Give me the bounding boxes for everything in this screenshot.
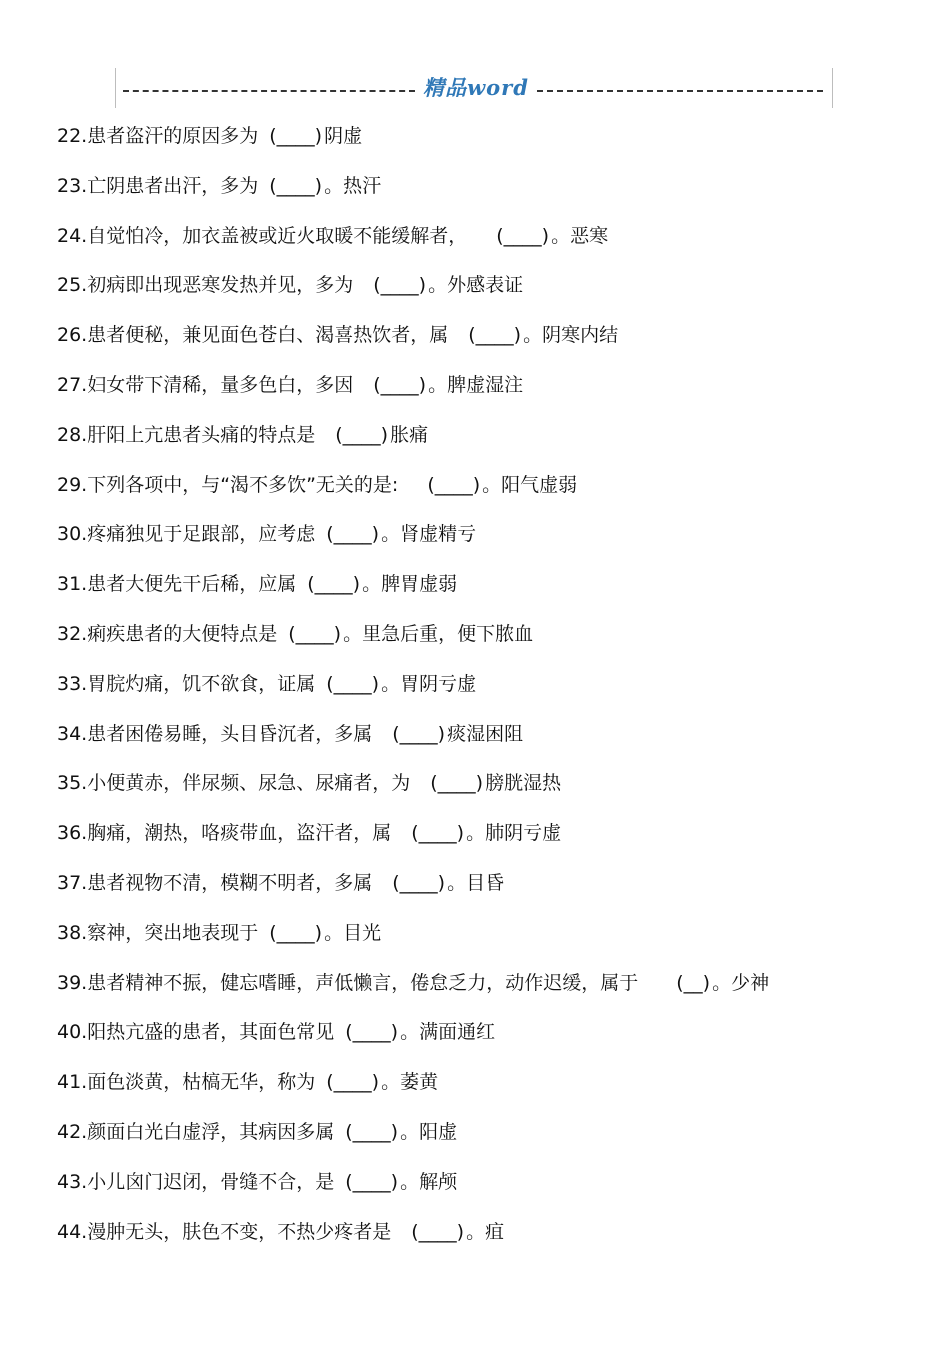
answer-text: 。脾虚湿注 [428, 373, 524, 396]
question-list [57, 118, 917, 1263]
question-number: 41. [57, 1071, 88, 1094]
question-stem: 痢疾患者的大便特点是 [87, 622, 278, 645]
answer-text: 。目光 [324, 921, 382, 944]
answer-blank: (____) [269, 125, 323, 147]
question-stem: 颜面白光白虚浮，其病因多属 [87, 1120, 335, 1143]
answer-blank: (____) [326, 672, 380, 695]
question-stem: 下列各项中，与“渴不多饮”无关的是: [87, 473, 399, 496]
question-number: 36. [57, 822, 88, 845]
question-stem: 疼痛独见于足跟部，应考虑 [87, 523, 316, 546]
answer-text: 。里急后重，便下脓血 [343, 622, 534, 645]
question-item [57, 666, 917, 716]
question-item [57, 716, 917, 766]
question-stem: 亡阴患者出汗，多为 [87, 174, 259, 197]
question-number: 23. [57, 174, 88, 197]
answer-blank: (____) [269, 921, 323, 944]
question-number: 28. [57, 423, 88, 446]
answer-text: 。解颅 [400, 1170, 458, 1193]
question-stem: 患者精神不振，健忘嗜睡，声低懒言，倦怠乏力，动作迟缓，属于 [87, 971, 639, 994]
question-number: 44. [57, 1220, 88, 1243]
question-item [57, 168, 917, 218]
question-stem: 小儿囟门迟闭，骨缝不合，是 [87, 1170, 335, 1193]
question-stem: 患者大便先干后稀，应属 [87, 573, 297, 596]
question-number: 31. [57, 573, 88, 596]
header-left-rule [115, 68, 116, 108]
question-item [57, 765, 917, 815]
question-stem: 自觉怕冷，加衣盖被或近火取暖不能缓解者， [87, 224, 468, 247]
question-number: 32. [57, 622, 88, 645]
header-right-rule [832, 68, 833, 108]
question-item [57, 865, 917, 915]
answer-blank: (____) [345, 1120, 399, 1143]
question-item [57, 417, 917, 467]
header-dashed-line-right [537, 90, 823, 92]
question-number: 30. [57, 523, 88, 546]
answer-blank: (____) [307, 573, 361, 596]
answer-blank: (____) [326, 1071, 380, 1094]
question-item [57, 1114, 917, 1164]
answer-blank: (____) [392, 871, 446, 894]
answer-blank: (____) [269, 174, 323, 197]
question-number: 38. [57, 921, 88, 944]
answer-blank: (____) [345, 1170, 399, 1193]
answer-blank: (____) [411, 1220, 465, 1243]
question-item [57, 1014, 917, 1064]
answer-text: 。热汗 [324, 174, 382, 197]
question-stem: 患者视物不清，模糊不明者，多属 [87, 871, 373, 894]
question-stem: 肝阳上亢患者头痛的特点是 [87, 423, 316, 446]
answer-text: 。肾虚精亏 [381, 523, 477, 546]
answer-text: 胀痛 [390, 423, 429, 446]
question-item [57, 915, 917, 965]
answer-blank: (____) [335, 423, 389, 446]
question-item [57, 566, 917, 616]
answer-blank: (____) [392, 722, 446, 745]
answer-text: 。目昏 [447, 871, 505, 894]
answer-blank: (____) [373, 373, 427, 396]
question-stem: 漫肿无头，肤色不变，不热少疼者是 [87, 1220, 392, 1243]
question-item [57, 218, 917, 268]
question-number: 25. [57, 274, 88, 297]
question-number: 40. [57, 1021, 88, 1044]
answer-text: 痰湿困阻 [447, 722, 524, 745]
answer-text: 。萎黄 [381, 1071, 439, 1094]
answer-blank: (____) [373, 274, 427, 297]
question-item [57, 467, 917, 517]
question-stem: 察神，突出地表现于 [87, 921, 259, 944]
question-item [57, 1214, 917, 1264]
question-number: 27. [57, 373, 88, 396]
answer-blank: (____) [496, 224, 550, 247]
answer-text: 膀胱湿热 [485, 772, 562, 795]
question-item [57, 815, 917, 865]
question-number: 35. [57, 772, 88, 795]
answer-text: 。恶寒 [551, 224, 609, 247]
question-item [57, 367, 917, 417]
header-logo: 精品word [423, 75, 529, 100]
question-number: 43. [57, 1170, 88, 1193]
question-stem: 患者盗汗的原因多为 [87, 125, 259, 147]
answer-text: 。胃阴亏虚 [381, 672, 477, 695]
question-stem: 小便黄赤，伴尿频、尿急、尿痛者，为 [87, 772, 411, 795]
question-number: 39. [57, 971, 88, 994]
question-item [57, 118, 917, 168]
answer-text: 阴虚 [324, 125, 363, 147]
page-header [115, 68, 833, 108]
question-item [57, 317, 917, 367]
question-item [57, 616, 917, 666]
question-stem: 胸痛，潮热，咯痰带血，盗汗者，属 [87, 822, 392, 845]
answer-text: 。少神 [712, 971, 770, 994]
answer-blank: (__) [676, 971, 711, 994]
answer-blank: (____) [345, 1021, 399, 1044]
answer-text: 。阴寒内结 [523, 324, 619, 347]
answer-text: 。疽 [466, 1220, 505, 1243]
answer-text: 。外感表证 [428, 274, 524, 297]
question-stem: 胃脘灼痛，饥不欲食，证属 [87, 672, 316, 695]
question-stem: 阳热亢盛的患者，其面色常见 [87, 1021, 335, 1044]
answer-blank: (____) [411, 822, 465, 845]
answer-blank: (____) [326, 523, 380, 546]
answer-text: 。阳气虚弱 [482, 473, 578, 496]
answer-blank: (____) [427, 473, 481, 496]
question-item [57, 516, 917, 566]
answer-blank: (____) [468, 324, 522, 347]
question-number: 24. [57, 224, 88, 247]
question-number: 33. [57, 672, 88, 695]
question-stem: 患者便秘，兼见面色苍白、渴喜热饮者，属 [87, 324, 449, 347]
answer-text: 。阳虚 [400, 1120, 458, 1143]
answer-blank: (____) [288, 622, 342, 645]
question-item [57, 267, 917, 317]
question-number: 22. [57, 125, 88, 147]
answer-blank: (____) [430, 772, 484, 795]
question-stem: 初病即出现恶寒发热并见，多为 [87, 274, 354, 297]
question-item [57, 1164, 917, 1214]
question-stem: 面色淡黄，枯槁无华，称为 [87, 1071, 316, 1094]
answer-text: 。满面通红 [400, 1021, 496, 1044]
question-stem: 妇女带下清稀，量多色白，多因 [87, 373, 354, 396]
question-number: 42. [57, 1120, 88, 1143]
question-number: 26. [57, 324, 88, 347]
question-number: 29. [57, 473, 88, 496]
answer-text: 。脾胃虚弱 [362, 573, 458, 596]
question-number: 37. [57, 871, 88, 894]
question-item [57, 1064, 917, 1114]
question-stem: 患者困倦易睡，头目昏沉者，多属 [87, 722, 373, 745]
question-item [57, 965, 917, 1015]
question-number: 34. [57, 722, 88, 745]
answer-text: 。肺阴亏虚 [466, 822, 562, 845]
header-dashed-line-left [123, 90, 415, 92]
